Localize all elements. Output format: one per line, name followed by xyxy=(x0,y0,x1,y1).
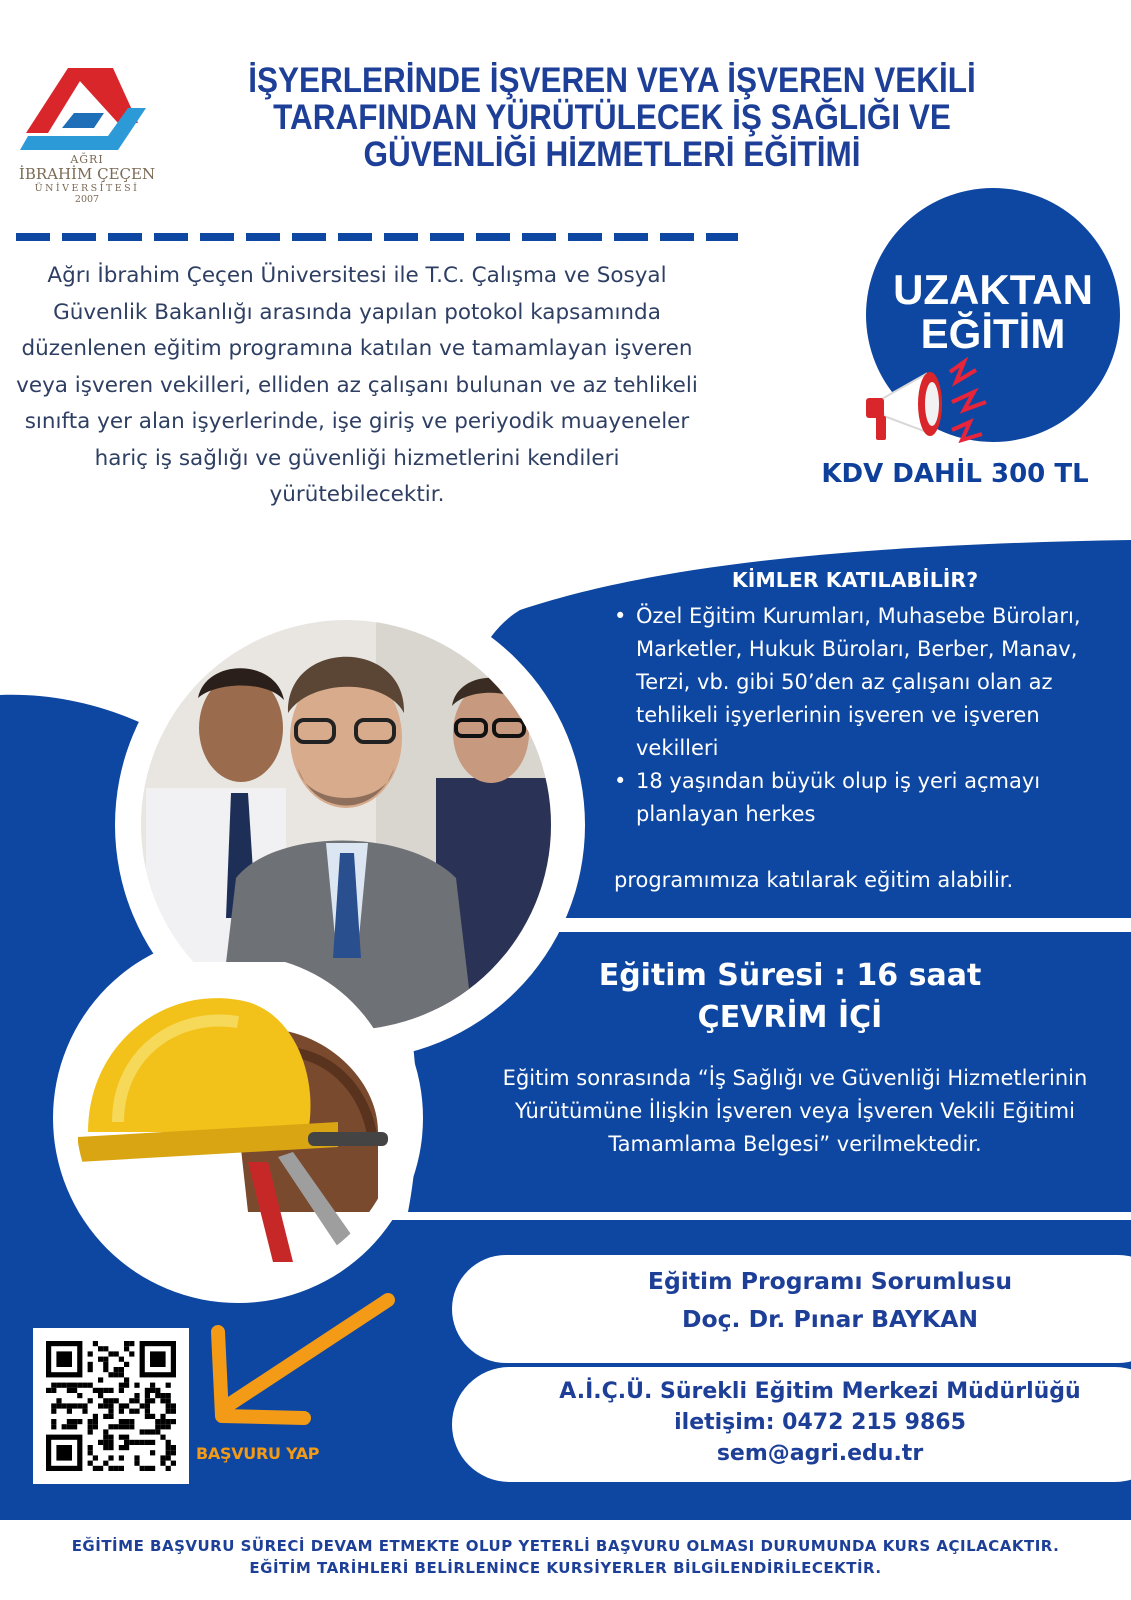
footer-notice xyxy=(0,1535,1131,1579)
duration-block xyxy=(470,955,1110,1039)
badge-line-1: UZAKTAN xyxy=(893,266,1093,313)
price-label: KDV DAHİL 300 TL xyxy=(821,459,1089,489)
logo-line-1: AĞRI xyxy=(70,153,104,166)
university-logo xyxy=(18,58,156,206)
page-title xyxy=(207,62,1017,173)
qr-code[interactable] xyxy=(33,1328,189,1484)
responsible-name: Doç. Dr. Pınar BAYKAN xyxy=(681,1305,979,1333)
duration-line: Eğitim Süresi : 16 saat xyxy=(598,958,982,993)
badge-text xyxy=(866,268,1120,356)
logo-line-3: ÜNİVERSİTESİ xyxy=(34,183,140,194)
list-item: • Özel Eğitim Kurumları, Muhasebe Büroları, Marketler, Hukuk Büroları, Berber, Manav, Terzi, vb. gibi 50’den az çalışanı olan az tehlikeli işyerlerinin işveren ve işveren vekilleri xyxy=(612,600,1092,765)
online-label: ÇEVRİM İÇİ xyxy=(697,1000,883,1035)
logo-line-2: İBRAHİM ÇEÇEN xyxy=(18,165,156,183)
logo-line-4: 2007 xyxy=(74,194,100,205)
contact-info xyxy=(520,1376,1120,1469)
title-line-3: GÜVENLİĞİ HİZMETLERİ EĞİTİMİ xyxy=(363,135,861,174)
qr-code-pattern xyxy=(33,1328,189,1484)
badge-line-2: EĞİTİM xyxy=(920,310,1066,357)
arrow-icon xyxy=(200,1286,400,1446)
helmet-photo xyxy=(78,962,404,1262)
apply-button[interactable]: BAŞVURU YAP xyxy=(196,1444,320,1463)
footer-line-1: EĞİTİME BAŞVURU SÜRECİ DEVAM ETMEKTE OLUP YETERLİ BAŞVURU OLMASI DURUMUNDA KURS AÇILACAKTIR. xyxy=(71,1537,1060,1555)
megaphone-icon xyxy=(860,352,1000,452)
intro-paragraph: Ağrı İbrahim Çeçen Üniversitesi ile T.C. Çalışma ve Sosyal Güvenlik Bakanlığı arasında yapılan potokol kapsamında düzenlenen eğitim programına katılan ve tamamlayan işveren veya işveren vekilleri, elliden az çalışanı bulunan ve az tehlikeli sınıfta yer alan işyerlerinde, işe giriş ve periyodik muayeneler hariç iş sağlığı ve güvenliği hizmetlerini kendileri yürütebilecektir. xyxy=(16,263,698,507)
contact-phone[interactable]: iletişim: 0472 215 9865 xyxy=(674,1410,966,1435)
title-line-2: TARAFINDAN YÜRÜTÜLECEK İŞ SAĞLIĞI VE xyxy=(273,98,951,137)
title-line-1: İŞYERLERİNDE İŞVEREN VEYA İŞVEREN VEKİLİ xyxy=(248,61,976,100)
footer-line-2: EĞİTİM TARİHLERİ BELİRLENİNCE KURSİYERLER BİLGİLENDİRİLECEKTİR. xyxy=(249,1559,882,1577)
certificate-text: Eğitim sonrasında “İş Sağlığı ve Güvenliği Hizmetlerinin Yürütümüne İlişkin İşveren veya İşveren Vekili Eğitimi Tamamlama Belgesi” verilmektedir. xyxy=(502,1066,1088,1156)
logo-mark xyxy=(18,58,156,154)
who-can-join-list xyxy=(612,600,1092,831)
who-can-join-title: KİMLER KATILABİLİR? xyxy=(731,568,979,592)
program-responsible xyxy=(560,1262,1100,1338)
contact-email[interactable]: sem@agri.edu.tr xyxy=(716,1441,924,1466)
center-name: A.İ.Ç.Ü. Sürekli Eğitim Merkezi Müdürlüğü xyxy=(559,1379,1081,1404)
who-can-join-extra: programımıza katılarak eğitim alabilir. xyxy=(614,868,1014,892)
responsible-title: Eğitim Programı Sorumlusu xyxy=(647,1267,1013,1295)
list-item: • 18 yaşından büyük olup iş yeri açmayı planlayan herkes xyxy=(612,765,1092,831)
